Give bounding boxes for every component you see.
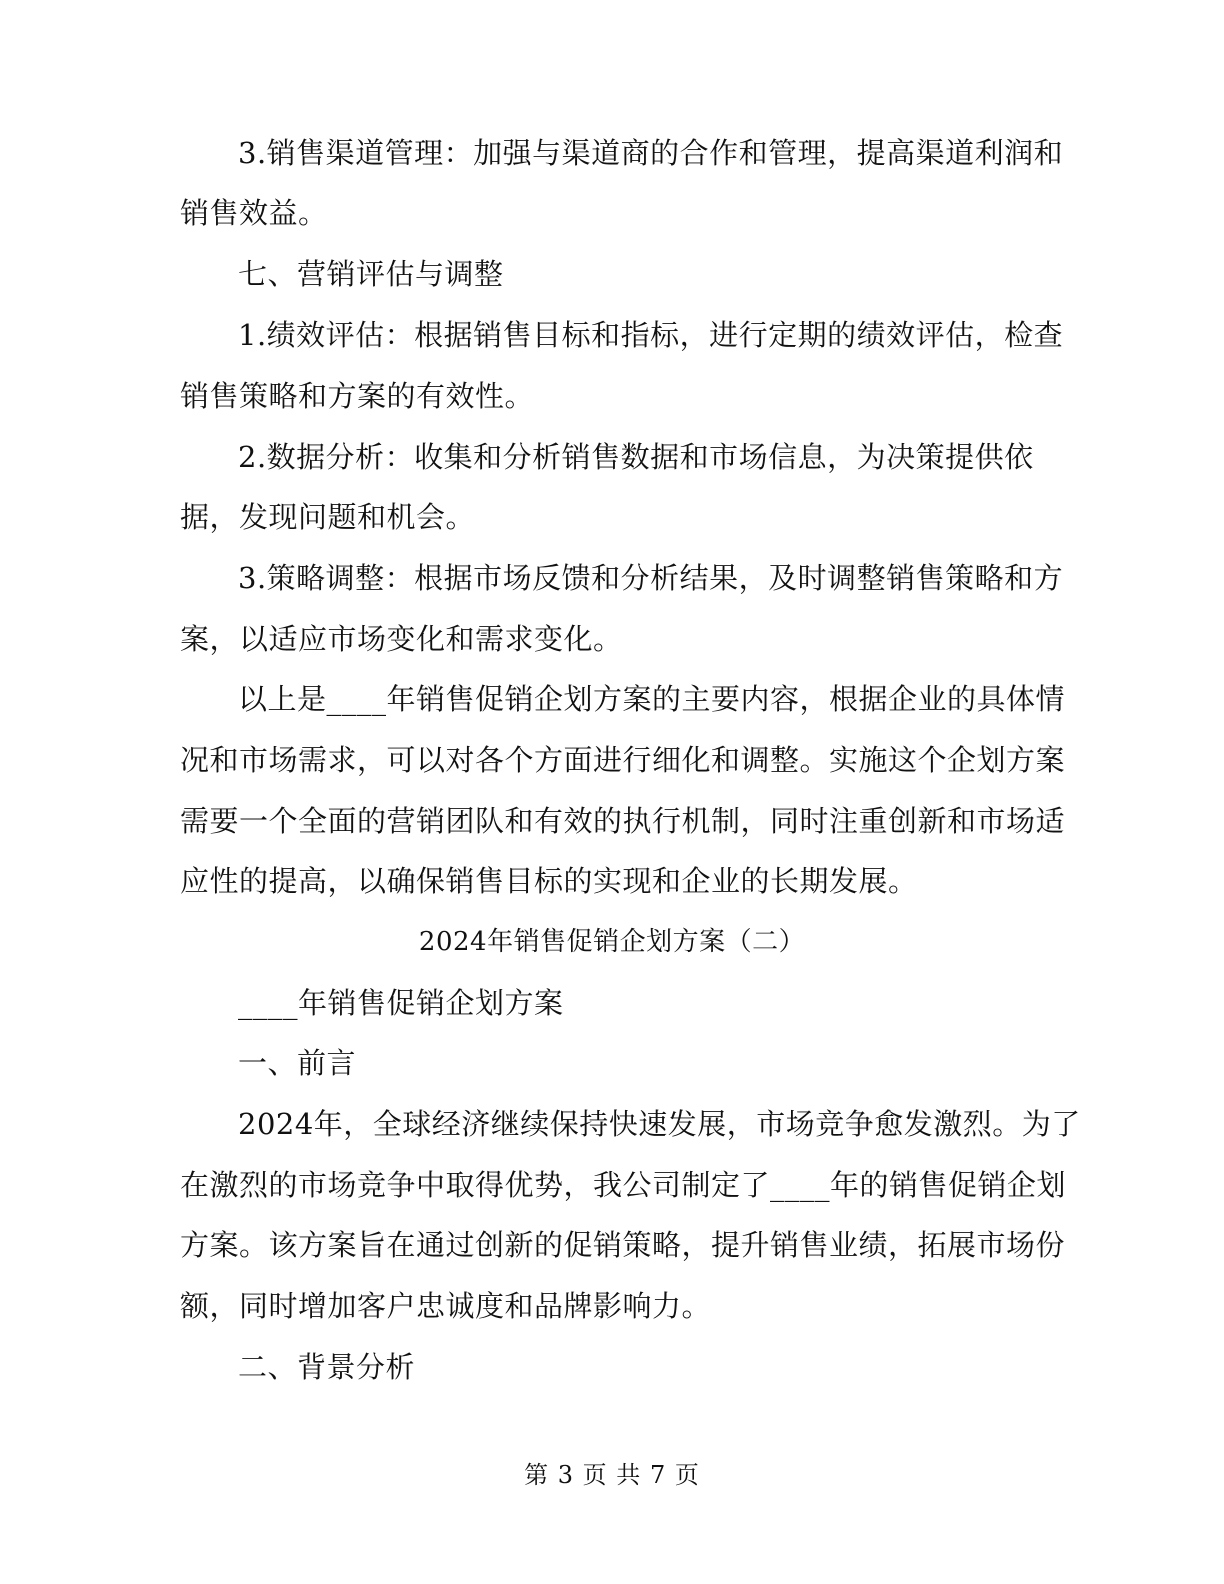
section-heading: 七、营销评估与调整 bbox=[238, 257, 504, 291]
document-title: 2024年销售促销企划方案（二） bbox=[418, 927, 806, 957]
paragraph-line: 以上是____年销售促销企划方案的主要内容，根据企业的具体情 bbox=[238, 682, 1066, 716]
paragraph-line: 额，同时增加客户忠诚度和品牌影响力。 bbox=[180, 1289, 712, 1323]
paragraph-line: 3.销售渠道管理：加强与渠道商的合作和管理，提高渠道利润和 bbox=[238, 136, 1064, 170]
paragraph-line: 据，发现问题和机会。 bbox=[180, 500, 476, 534]
section-heading: 二、背景分析 bbox=[238, 1350, 416, 1384]
paragraph-line: 2.数据分析：收集和分析销售数据和市场信息，为决策提供依 bbox=[238, 440, 1034, 474]
paragraph-line: 1.绩效评估：根据销售目标和指标，进行定期的绩效评估，检查 bbox=[238, 318, 1064, 352]
paragraph-line: 在激烈的市场竞争中取得优势，我公司制定了____年的销售促销企划 bbox=[180, 1168, 1067, 1202]
paragraph-line: 方案。该方案旨在通过创新的促销策略，提升销售业绩，拓展市场份 bbox=[180, 1228, 1066, 1262]
paragraph-line: 应性的提高，以确保销售目标的实现和企业的长期发展。 bbox=[180, 864, 918, 898]
subtitle: ____年销售促销企划方案 bbox=[238, 986, 564, 1020]
paragraph-line: 需要一个全面的营销团队和有效的执行机制，同时注重创新和市场适 bbox=[180, 804, 1066, 838]
paragraph-line: 销售效益。 bbox=[180, 196, 328, 230]
paragraph-line: 销售策略和方案的有效性。 bbox=[180, 379, 535, 413]
section-heading: 一、前言 bbox=[238, 1046, 357, 1080]
paragraph-line: 2024年，全球经济继续保持快速发展，市场竞争愈发激烈。为了 bbox=[238, 1107, 1081, 1141]
paragraph-line: 况和市场需求，可以对各个方面进行细化和调整。实施这个企划方案 bbox=[180, 743, 1066, 777]
paragraph-line: 案，以适应市场变化和需求变化。 bbox=[180, 622, 623, 656]
paragraph-line: 3.策略调整：根据市场反馈和分析结果，及时调整销售策略和方 bbox=[238, 561, 1064, 595]
page-number-footer: 第 3 页 共 7 页 bbox=[524, 1461, 700, 1489]
